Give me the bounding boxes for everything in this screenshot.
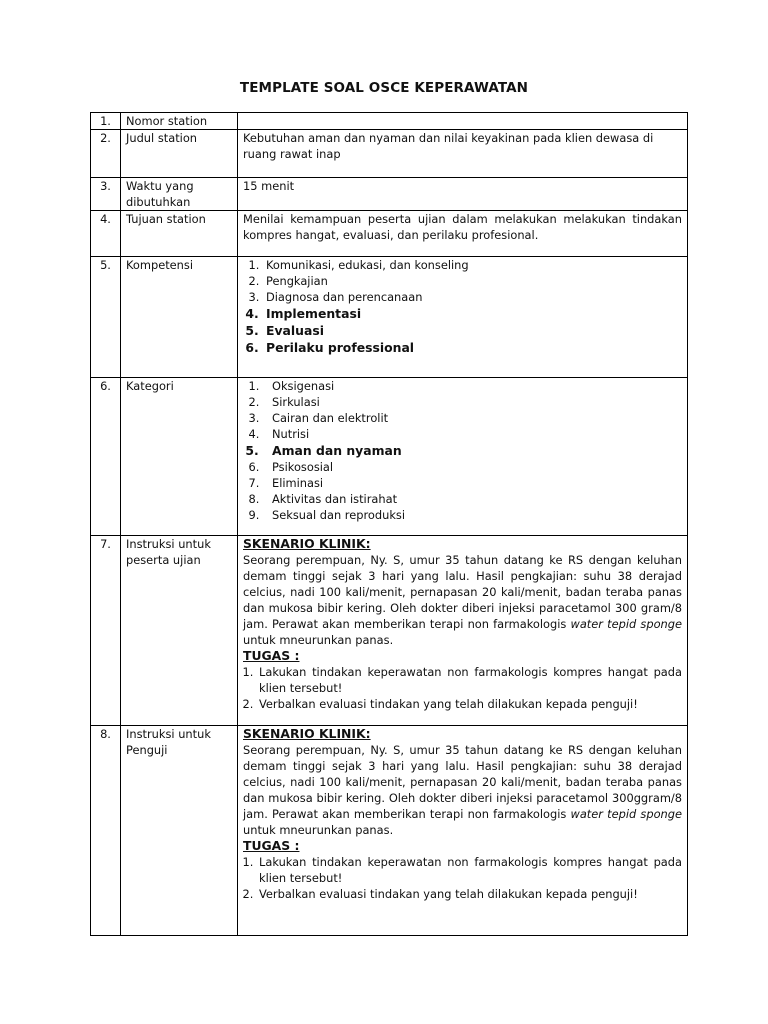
task-heading: TUGAS : (243, 838, 300, 853)
table-row (91, 211, 688, 257)
list-item: 6. Psikososial (263, 459, 682, 475)
row-number: 6. (91, 378, 121, 536)
row-value: Kebutuhan aman dan nyaman dan nilai keyakinan pada klien dewasa di ruang rawat inap (238, 130, 688, 178)
table-row (91, 257, 688, 378)
row-label: Waktu yang dibutuhkan (121, 178, 238, 211)
list-item: 3. Cairan dan elektrolit (263, 410, 682, 426)
list-item: 6. Perilaku professional (263, 339, 682, 356)
row-label: Judul station (121, 130, 238, 178)
list-item: 4. Implementasi (263, 305, 682, 322)
row-label: Nomor station (121, 113, 238, 130)
list-item: 2. Pengkajian (263, 273, 682, 289)
row-label: Kompetensi (121, 257, 238, 378)
row-number: 4. (91, 211, 121, 257)
document-title: TEMPLATE SOAL OSCE KEPERAWATAN (239, 80, 529, 96)
scenario-heading: SKENARIO KLINIK: (243, 726, 371, 741)
list-item: 3. Diagnosa dan perencanaan (263, 289, 682, 305)
category-list (243, 378, 682, 523)
list-item: 5. Aman dan nyaman (263, 442, 682, 459)
instruction-cell (238, 536, 688, 726)
table-row (91, 726, 688, 936)
task-list (243, 664, 682, 712)
list-item: 1. Oksigenasi (263, 378, 682, 394)
list-item: 2. Sirkulasi (263, 394, 682, 410)
list-item: 7. Eliminasi (263, 475, 682, 491)
row-value: Menilai kemampuan peserta ujian dalam melakukan melakukan tindakan kompres hangat, evaluasi, dan perilaku profesional. (238, 211, 688, 257)
table-row (91, 113, 688, 130)
row-number: 3. (91, 178, 121, 211)
task-heading: TUGAS : (243, 648, 300, 663)
list-item: 5. Evaluasi (263, 322, 682, 339)
row-label: Tujuan station (121, 211, 238, 257)
scenario-text: Seorang perempuan, Ny. S, umur 35 tahun datang ke RS dengan keluhan demam tinggi sejak 3 hari yang lalu. Hasil pengkajian: suhu 38 derajad celcius, nadi 100 kali/menit, pernapasan 20 kali/menit, badan teraba panas dan mukosa bibir kering. Oleh dokter diberi injeksi paracetamol 300 gram/8 jam. Perawat akan memberikan terapi non farmakologis water tepid sponge untuk mneurunkan panas. (243, 553, 682, 647)
row-value: 15 menit (238, 178, 688, 211)
table-row (91, 178, 688, 211)
scenario-italic: water tepid sponge (570, 617, 682, 631)
scenario-italic: water tepid sponge (570, 807, 682, 821)
row-value (238, 113, 688, 130)
instruction-cell (238, 726, 688, 936)
task-list (243, 854, 682, 902)
list-item: 8. Aktivitas dan istirahat (263, 491, 682, 507)
table-row (91, 130, 688, 178)
list-item: 1. Lakukan tindakan keperawatan non farmakologis kompres hangat pada klien tersebut! (257, 854, 682, 886)
competency-list-cell (238, 257, 688, 378)
row-label: Instruksi untuk Penguji (121, 726, 238, 936)
list-item: 2. Verbalkan evaluasi tindakan yang telah dilakukan kepada penguji! (257, 886, 682, 902)
row-label: Kategori (121, 378, 238, 536)
scenario-text: Seorang perempuan, Ny. S, umur 35 tahun datang ke RS dengan keluhan demam tinggi sejak 3 hari yang lalu. Hasil pengkajian: suhu 38 derajad celcius, nadi 100 kali/menit, pernapasan 20 kali/menit, badan teraba panas dan mukosa bibir kering. Oleh dokter diberi injeksi paracetamol 300ggram/8 jam. Perawat akan memberikan terapi non farmakologis water tepid sponge untuk mneurunkan panas. (243, 743, 682, 837)
row-label: Instruksi untuk peserta ujian (121, 536, 238, 726)
row-number: 1. (91, 113, 121, 130)
table-row (91, 378, 688, 536)
list-item: 9. Seksual dan reproduksi (263, 507, 682, 523)
category-list-cell (238, 378, 688, 536)
competency-list (243, 257, 682, 356)
osce-template-table (90, 112, 688, 936)
table-row (91, 536, 688, 726)
row-number: 8. (91, 726, 121, 936)
list-item: 2. Verbalkan evaluasi tindakan yang telah dilakukan kepada penguji! (257, 696, 682, 712)
row-number: 2. (91, 130, 121, 178)
list-item: 1. Komunikasi, edukasi, dan konseling (263, 257, 682, 273)
list-item: 4. Nutrisi (263, 426, 682, 442)
list-item: 1. Lakukan tindakan keperawatan non farmakologis kompres hangat pada klien tersebut! (257, 664, 682, 696)
scenario-heading: SKENARIO KLINIK: (243, 536, 371, 551)
row-number: 5. (91, 257, 121, 378)
row-number: 7. (91, 536, 121, 726)
